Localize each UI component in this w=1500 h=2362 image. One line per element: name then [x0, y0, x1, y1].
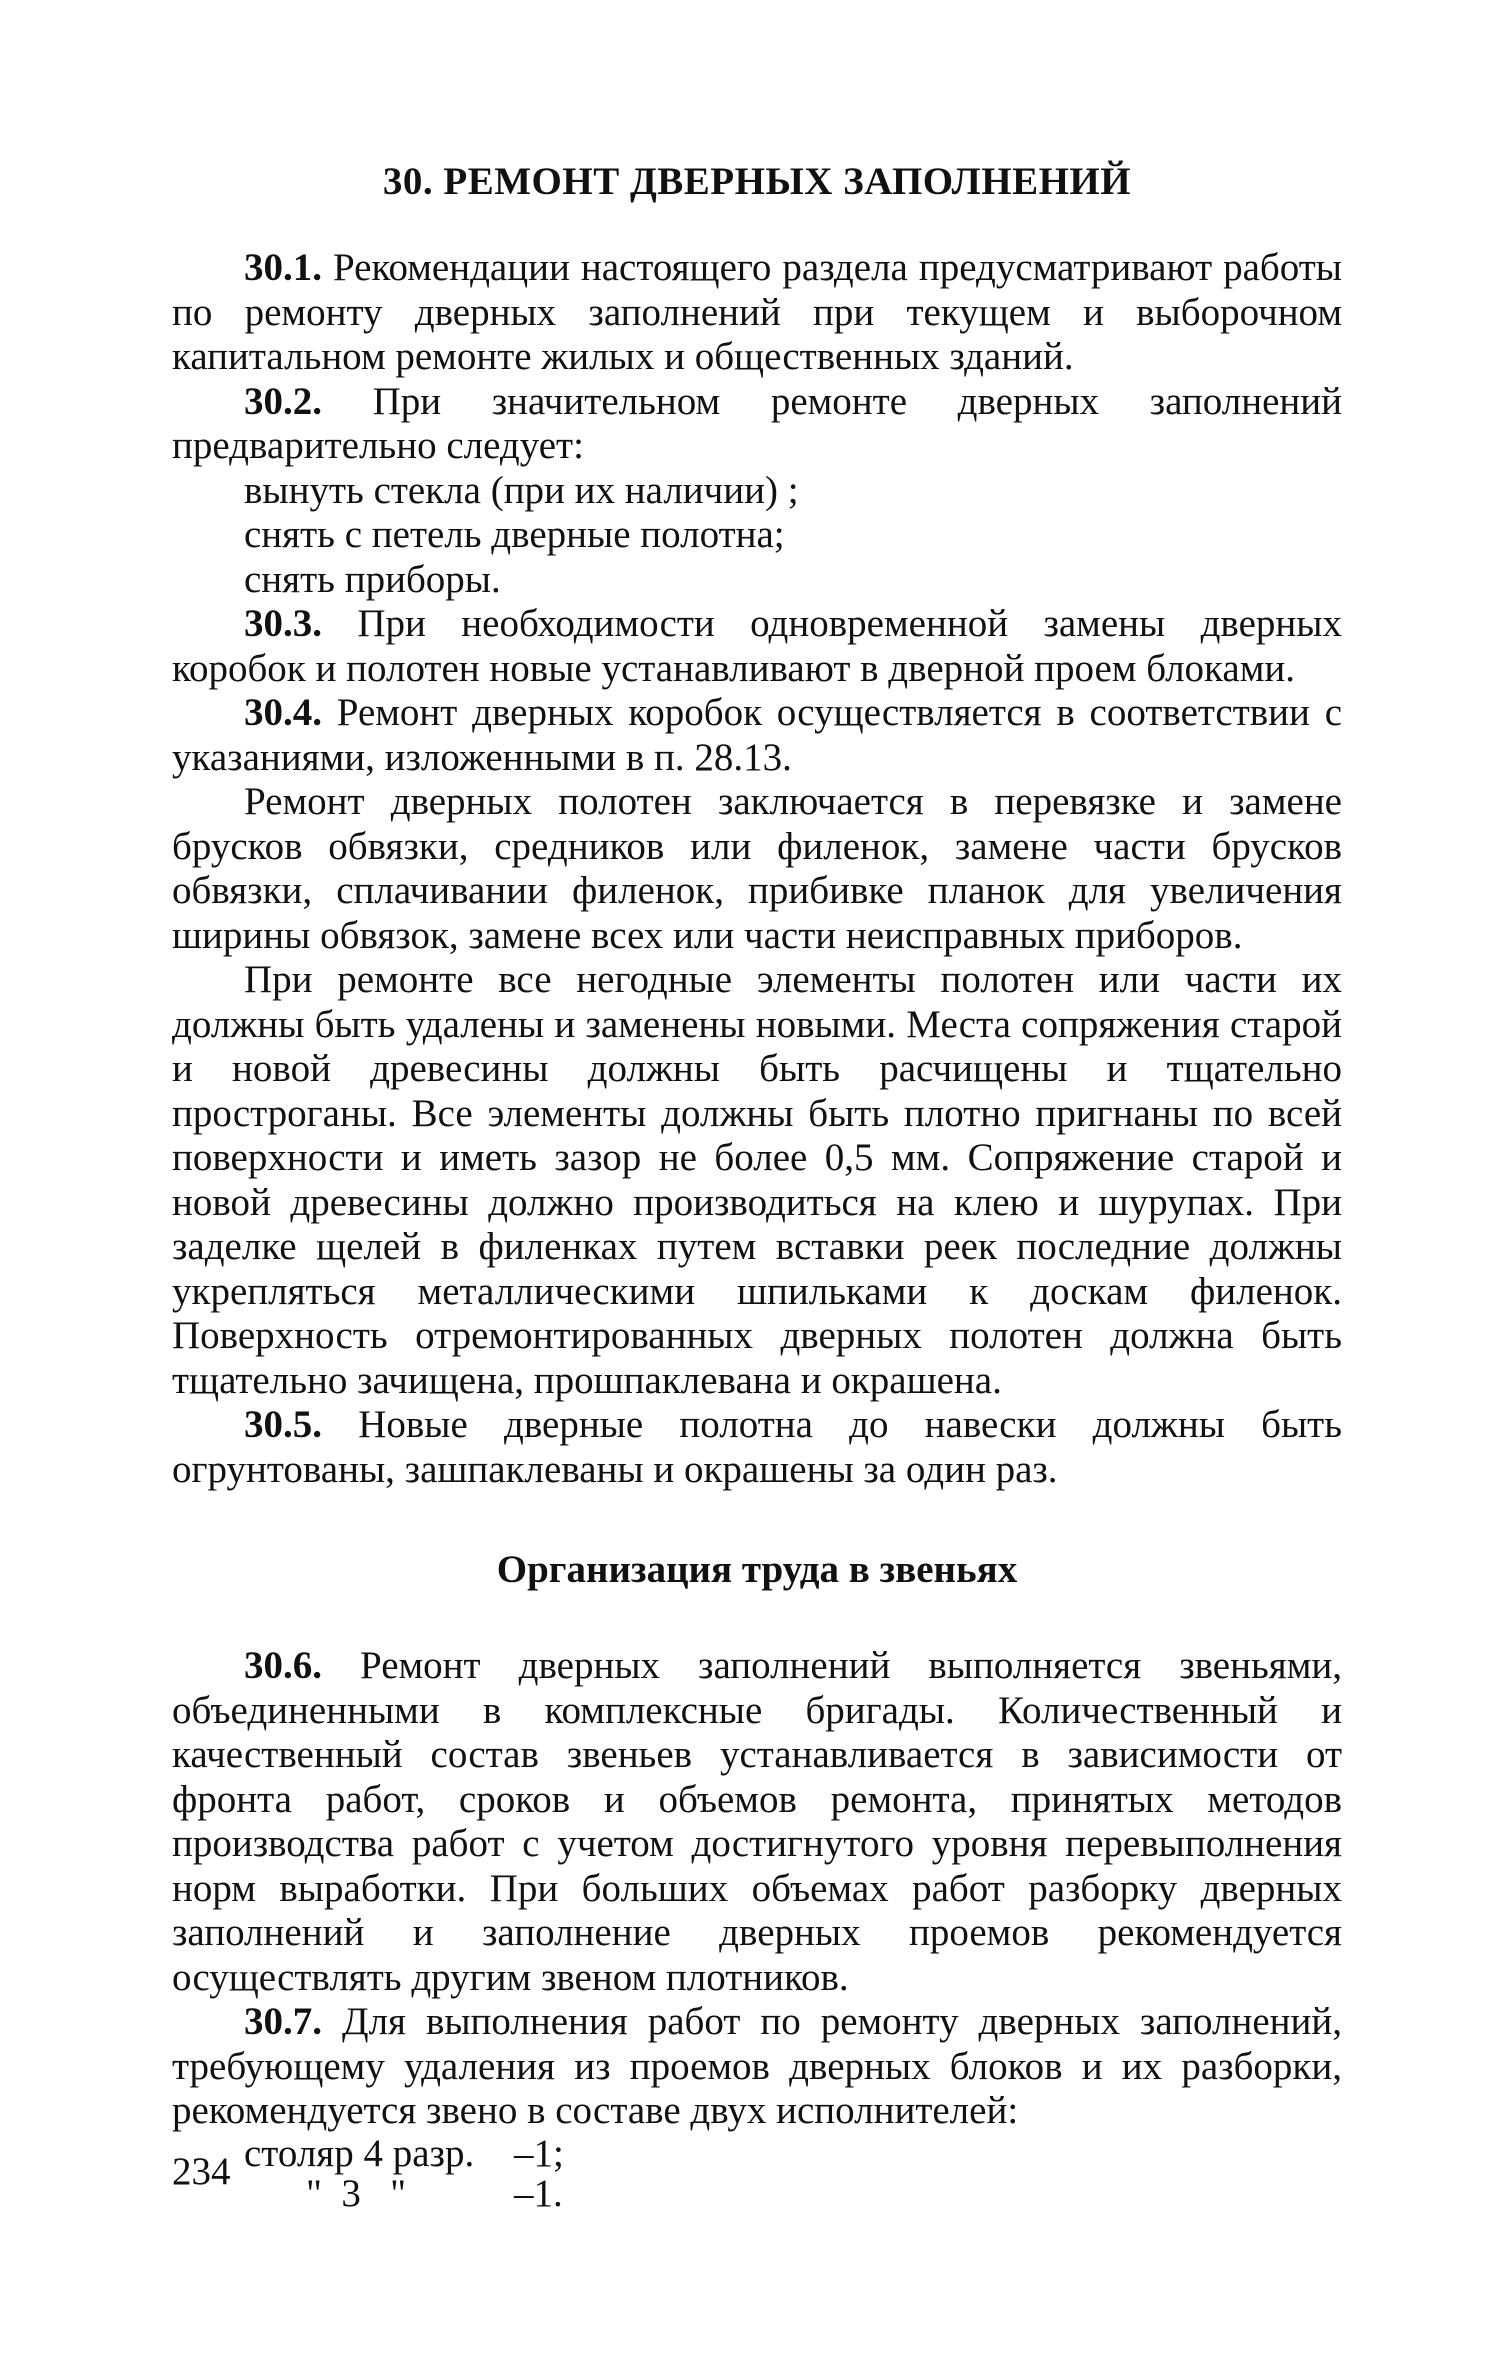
clause-text: Ремонт дверных заполнений выполняется звеньями, объединенными в комплексные бригады. Количественный и качественный состав звеньев устанавливается в зависимости от фронта работ, сроков и объемов ремонта, принятых методов производства работ с учетом достигнутого уровня перевыполнения норм выработки. При больших объемах работ разборку дверных заполнений и заполнение дверных проемов рекомендуется осуществлять другим звеном плотников. — [172, 1644, 1342, 1999]
list-item: снять приборы. — [244, 557, 501, 601]
paragraph-repair-leaves: Ремонт дверных полотен заключается в перевязке и замене брусков обвязки, средников или филенок, замене части брусков обвязки, сплачивании филенок, прибивке планок для увеличения ширины обвязок, замене всех или части неисправных приборов. — [172, 780, 1342, 957]
paragraph-repair-details: При ремонте все негодные элементы полотен или части их должны быть удалены и заменены новыми. Места сопряжения старой и новой древесины должны быть расчищены и тщательно простроганы. Все элементы должны быть плотно пригнаны по всей поверхности и иметь зазор не более 0,5 мм. Сопряжение старой и новой древесины должно производиться на клею и шурупах. При заделке щелей в филенках путем вставки реек последние должны укрепляться металлическими шпильками к доскам филенок. Поверхность отремонтированных дверных полотен должна быть тщательно зачищена, прошпаклевана и окрашена. — [172, 958, 1342, 1402]
paragraph-30-5 — [172, 1403, 1342, 1492]
staff-count: –1; — [514, 2131, 564, 2175]
page-content — [172, 160, 1342, 2214]
clause-text: Ремонт дверных коробок осуществляется в соответствии с указаниями, изложенными в п. 28.13. — [172, 691, 1342, 779]
paragraph-30-3 — [172, 602, 1342, 691]
page-number: 234 — [172, 2150, 231, 2193]
clause-number: 30.5. — [244, 1403, 322, 1446]
section-heading: 30. РЕМОНТ ДВЕРНЫХ ЗАПОЛНЕНИЙ — [382, 160, 1132, 203]
paragraph-30-2 — [172, 380, 1342, 469]
list-item: вынуть стекла (при их наличии) ; — [244, 468, 799, 512]
list-item: снять с петель дверные полотна; — [244, 513, 785, 556]
clause-text: Для выполнения работ по ремонту дверных заполнений, требующему удаления из проемов дверных блоков и их разборки, рекомендуется звено в составе двух исполнителей: — [172, 2000, 1342, 2132]
clause-text: Новые дверные полотна до навески должны быть огрунтованы, зашпаклеваны и окрашены за один раз. — [172, 1403, 1343, 1491]
staff-row — [244, 2171, 1342, 2215]
staff-row — [244, 2131, 1342, 2175]
clause-number: 30.3. — [244, 602, 322, 645]
staff-list — [244, 2131, 1342, 2215]
clause-number: 30.2. — [244, 379, 322, 423]
clause-number: 30.1. — [244, 246, 322, 289]
paragraph-30-7 — [172, 2000, 1342, 2134]
clause-number: 30.4. — [244, 691, 322, 734]
paragraph-30-4 — [172, 691, 1342, 780]
clause-number: 30.6. — [244, 1644, 322, 1687]
staff-count: –1. — [514, 2171, 563, 2215]
paragraph-30-6 — [172, 1644, 1342, 2000]
staff-role: " 3 " — [306, 2171, 407, 2215]
clause-text: Рекомендации настоящего раздела предусматривают работы по ремонту дверных заполнений при текущем и выборочном капитальном ремонте жилых и общественных зданий. — [172, 246, 1343, 378]
subsection-heading: Организация труда в звеньях — [496, 1548, 1018, 1591]
clause-text: При значительном ремонте дверных заполнений предварительно следует: — [172, 379, 1342, 467]
staff-role: столяр 4 разр. — [244, 2131, 475, 2175]
paragraph-30-1 — [172, 246, 1342, 380]
clause-text: При необходимости одновременной замены дверных коробок и полотен новые устанавливают в дверной проем блоками. — [172, 602, 1343, 690]
clause-number: 30.7. — [244, 2000, 322, 2043]
